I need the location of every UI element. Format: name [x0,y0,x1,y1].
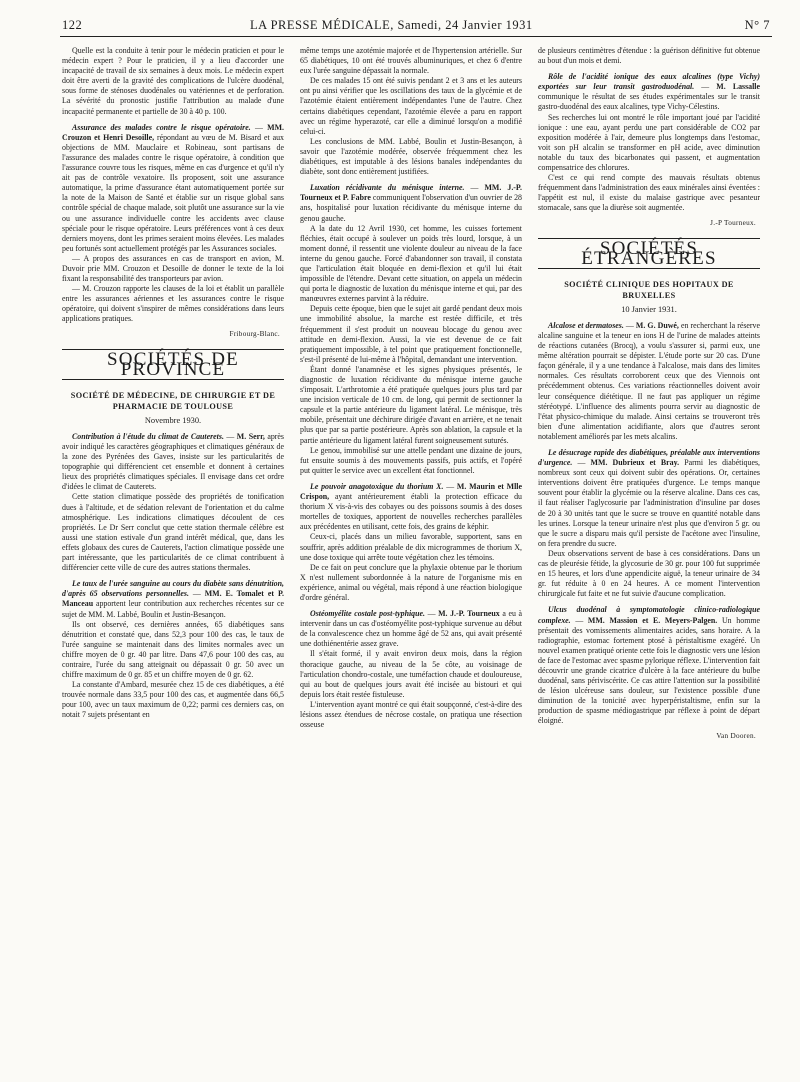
article-text: répondant au vœu de M. Bisard et aux objections de MM. Mauclaire et Robineau, sont partisans de l'assurance des malades contre le risque opératoire, à condition que l'assurance couvre tous les risques, même en cas d'urgence et qu'il n'y ait pas de contrôle vexatoire. Ils proposent, soit une assurance automatique, la prime d'assurance étant automatiquement portée sur la note de la Maison de Santé et établie sur un risque global sans contrôle spécial de chaque malade, soit plutôt une assurance sur la vie ou une assurance individuelle contre les accidents avec clause spéciale pour le risque opératoire. Leurs préférences vont à ces deux derniers moyens, dont les primes seraient moins élevées. Les malades peu fortunés sont actuellement protégés par les Assurances sociales. [62,132,284,253]
article-text: Un homme présentait des vomissements alimentaires acides, sans horaire. A la radiographie, estomac fortement ptosé à péristaltisme exagéré. Un nouvel examen pratiqué oriente cette fois le diagnostic vers une lésion de face de l'estomac avec spasme pylorique réflexe. L'intervention fait découvrir une grande cicatrice d'ulcère à la face antérieure du bulbe duodénal, sans périviscérite. Ce cas attire l'attention sur la possibilité de lésion ulcéreuse sans douleur, sur l'existence possible d'une diminution de la tonicité avec hyperpéristaltisme, enfin sur la production de spasme médiogastrique par réflexe à point de départ éloigné. [538,615,760,726]
article-authors: MM. Dubrieux et Bray. [590,458,680,468]
column-2 [300,46,522,730]
paragraph: Les conclusions de MM. Labbé, Boulin et Justin-Besançon, à savoir que l'azotémie modérée, observée fréquemment chez les diabétiques, est imputable à des lésions banales indépendantes du diabète, sont donc entièrement justifiées. [300,136,522,177]
article-authors: MM. Crouzon et Henri Desoille, [62,122,285,142]
paragraph: De ce fait on peut conclure que la phylaxie obtenue par le thorium X n'est nullement subordonnée à la nature de l'organisme mis en expérience, animal ou végétal, mais répond à une réaction biologique d'ordre général. [300,562,522,602]
society-name: SOCIÉTÉ DE MÉDECINE, DE CHIRURGIE ET DE PHARMACIE DE TOULOUSE [70,390,276,411]
article-title: Le taux de l'urée sanguine au cours du diabète sans dénutrition, d'après 65 observations personnelles. [62,579,284,599]
signature: Van Dooren. [716,731,756,740]
paragraph: — A propos des assurances en cas de transport en avion, M. Duvoir prie MM. Crouzon et Desoille de donner le texte de la loi fixant la responsabilité des transporteurs par avion. [62,253,284,284]
paragraph: — M. Crouzon rapporte les clauses de la loi et établit un parallèle entre les assurances aériennes et les assurances contre le risque opératoire, qui doivent s'inspirer de mêmes considérations dans leurs applications pratiques. [62,284,284,324]
article-text: a eu à intervenir dans un cas d'ostéomyélite post-typhique survenue au début de la convalescence chez un homme âgé de 52 ans, qui avait présenté une dothiénentérie assez grave. [300,609,522,649]
section-title: SOCIÉTÉS DE PROVINCE [62,349,284,380]
article-authors: MM. J.-P. Tourneux et P. Fabre [300,183,522,203]
column-3 [538,46,760,751]
society-name: SOCIÉTÉ CLINIQUE DES HOPITAUX DE BRUXELLES [564,279,734,300]
issue-number: N° 7 [744,18,770,32]
paragraph: A la date du 12 Avril 1930, cet homme, les cuisses fortement fléchies, était occupé à soulever un poids très lourd, lorsque, à un moment donné, il ressentit une violente douleur au niveau de la face interne du genou gauche. Forcé d'abandonner son travail, il constata que l'articulation était bloquée en demi-flexion et qu'il lui était impossible de l'étendre. Devant cette situation, on appela un médecin qui porta le diagnostic de luxation du ménisque interne et qui, par des manœuvres externes parvint à la réduire. [300,223,522,304]
paragraph: Le genou, immobilisé sur une attelle pendant une dizaine de jours, fut ensuite soumis à des mouvements passifs, puis actifs, et l'opéré put quitter le service avec un excellent état fonctionnel. [300,445,522,475]
article-authors: M. Serr, [236,431,265,441]
article-alkaline-waters: Rôle de l'acidité ionique des eaux alcalines (type Vichy) exportées sur leur transit gastroduodénal. — M. Lassalle communique le résultat de ses études expérimentales sur le transit gastro-duodénal des eaux alcalines, type Vichy-Célestins. [538,72,760,112]
article-alkalosis: Alcalose et dermatoses. — M. G. Duwé, en recherchant la réserve alcaline sanguine et la teneur en ions H de l'urine de malades atteints de réactions cutanées (Brocq), a voulu s'assurer si, parmi eux, une même altération pourrait se dépister. L'étude porte sur 20 cas. D'une façon générale, il y a une tendance à l'alcalose, mais dans des limites normales. Ces résultats corroborent ceux que des Viennois ont précédemment obtenus. Ces variations réactionnelles doivent avoir leur conséquence diététique. Il ne faut pas appliquer un régime stéréotypé. L'influence des aliments pourra servir au diagnostic de l'état physico-chimique du malade. Ainsi certains se trouveront très bien d'une alimentation acidifiante, alors que d'autres seront notablement améliorés par les mets alcalins. [538,320,760,441]
page-number: 122 [62,18,83,32]
article-title: Contribution à l'étude du climat de Cauterets. [72,431,224,441]
article-authors: M. Maurin et Mlle Crispon, [300,481,522,502]
paragraph: L'intervention ayant montré ce qui était soupçonné, c'est-à-dire des lésions assez étendues de nécrose costale, on pratiqua une résection osseuse [300,699,522,730]
signature: J.-P Tourneux. [710,218,756,227]
article-text: après avoir indiqué les caractères géographiques et climatiques généraux de la zone des Pyrénées des Gaves, insiste sur les particularités de topographie qui différencient cet ensemble et donnent à certaines lieux des propriétés climatiques spéciales. Il envisage dans cet ordre d'idées le climat de Cauterets. [62,431,285,492]
article-authors: M. Lassalle [716,82,760,92]
paragraph: La constante d'Ambard, mesurée chez 15 de ces diabétiques, a été trouvée normale dans 33,5 pour 100 des cas, et augmentée dans 66,5 pour 100, avec un taux maximum de 0,22; parmi ces derniers cas, on notait 7 sujets présentant en [62,680,284,720]
column-1 [62,46,284,721]
article-title: Le pouvoir anagotoxique du thorium X. [310,481,444,491]
society-date: Novembre 1930. [144,415,202,425]
article-title: Rôle de l'acidité ionique des eaux alcalines (type Vichy) exportées sur leur transit gastroduodénal. [538,72,760,92]
article-text: communique le résultat de ses études expérimentales sur le transit gastro-duodénal des eaux alcalines, type Vichy-Célestins. [538,92,760,112]
paragraph: De ces malades 15 ont été suivis pendant 2 et 3 ans et les auteurs ont pu ainsi vérifier que les oscillations des taux de la glycémie et de l'azotémie étaient entièrement indépendantes l'une de l'autre. Chez certains diabétiques cependant, l'azotémie élevée a paru en rapport avec un régime hyperazoté, car elle a diminué lorsqu'on a modifié celui-ci. [300,76,522,136]
paragraph: Depuis cette époque, bien que le sujet ait gardé pendant deux mois une immobilité absolue, la marche est restée difficile, et très fréquemment il s'est produit un nouveau blocage du genou avec attitude en demi-flexion. Aussi, la vie est devenue de ce fait pratiquement impossible, à tel point que pratiquement fonctionnelle, s'est-il présenté de lui-même à l'hôpital, demandant une intervention. [300,304,522,364]
paragraph: Ils ont observé, ces dernières années, 65 diabétiques sans dénutrition et constaté que, dans 52,3 pour 100 des cas, le taux de l'urée sanguine se maintenait dans des limites normales avec un chiffre moyen de 0 gr. 40 par litre. Dans 47,6 pour 100 des cas, au contraire, l'urée du sang atteignait ou dépassait 0 gr. 50 avec un chiffre maximum de 0 gr. 85 et un chiffre moyen de 0 gr. 62. [62,619,284,680]
article-osteomyelitis: Ostéomyélite costale post-typhique. — M. J.-P. Tourneux a eu à intervenir dans un cas d'ostéomyélite post-typhique survenue au début de la convalescence chez un homme âgé de 52 ans, qui avait présenté une dothiénentérie assez grave. [300,609,522,649]
article-insurance: Assurance des malades contre le risque opératoire. — MM. Crouzon et Henri Desoille, répondant au vœu de M. Bisard et aux objections de MM. Mauclaire et Robineau, sont partisans de l'assurance des malades contre le risque opératoire, à condition que l'assurance couvre tous les risques, même en cas d'urgence et qu'il n'y ait pas de contrôle vexatoire. Ils proposent, soit une assurance automatique, la prime d'assurance étant automatiquement portée sur la note de la Maison de Santé et établie sur un risque global sans contrôle spécial de chaque malade, soit plutôt une assurance sur la vie ou une assurance individuelle contre les accidents avec clause spéciale pour le risque opératoire. Leurs préférences vont à ces deux derniers moyens, dont les primes seraient moins élevées. Les malades peu fortunés sont actuellement protégés par les Assurances sociales. [62,122,285,253]
article-text: communiquent l'observation d'un ouvrier de 28 ans, hospitalisé pour luxation récidivante du ménisque interne du genou gauche. [300,193,523,223]
paragraph: Étant donné l'anamnèse et les signes physiques présentés, le diagnostic de luxation récidivante du ménisque interne gauche s'imposait. L'arthrotomie a été pratiquée quelques jours plus tard par une incision verticale de 10 cm. de long, qui permit de sectionner la capsule et la partie antérieure du ligament latéral. Le ménisque, très mobile, présentait une déchirure dirigée d'avant en arrière, et ne tenait plus que par sa partie postérieure. Après son ablation, la capsule et la partie antérieure du ligament latéral furent soigneusement suturés. [300,364,522,445]
article-title: Ostéomyélite costale post-typhique. [310,609,425,619]
article-meniscus: Luxation récidivante du ménisque interne. — MM. J.-P. Tourneux et P. Fabre communiquent l'observation d'un ouvrier de 28 ans, hospitalisé pour luxation récidivante du ménisque interne du genou gauche. [300,183,523,223]
article-authors: M. J.-P. Tourneux [438,609,500,619]
article-title: Assurance des malades contre le risque opératoire. [72,122,251,132]
article-title: Le désucrage rapide des diabétiques, préalable aux interventions d'urgence. [538,448,760,468]
paragraph: C'est ce qui rend compte des mauvais résultats obtenus fréquemment dans l'administration des eaux minérales ainsi éventées : l'appétit est nul, il existe du malaise gastrique avec pesanteur stomacale, sans que la diurèse soit augmentée. [538,173,760,213]
article-text: en recherchant la réserve alcaline sanguine et la teneur en ions H de l'urine de malades atteints de réactions cutanées (Brocq), a voulu s'assurer si, parmi eux, une même altération pourrait se dépister. L'étude porte sur 20 cas. D'une façon générale, il y a une tendance à l'alcalose, mais dans des limites normales. Ces résultats corroborent ceux que des Viennois ont précédemment obtenus. Ces variations réactionnelles doivent avoir leur conséquence diététique. Il ne faut pas appliquer un régime stéréotypé. L'influence des aliments pourra servir au diagnostic de l'état physico-chimique du malade. Ainsi certains se trouveront très bien d'une alimentation acidifiante, alors que d'autres seront notablement améliorés par les mets alcalins. [538,320,760,441]
paragraph: Il s'était formé, il y avait environ deux mois, dans la région thoracique gauche, au niveau de la 5e côte, au voisinage de l'articulation chondro-costale, une tuméfaction chaude et douloureuse, qui au bout de quelques jours avait été incisée au bistouri et qui depuis lors était restée fistuleuse. [300,649,522,699]
paragraph: même temps une azotémie majorée et de l'hypertension artérielle. Sur 65 diabétiques, 10 ont été trouvés albuminuriques, et chez 6 d'entre eux l'urée sanguine dépassait la normale. [300,46,522,76]
article-authors: M. G. Duwé, [635,320,679,330]
article-text: Parmi les diabétiques, nombreux sont ceux qui doivent subir des opérations. Or, certaines interventions doivent être pratiquées d'urgence. Le temps manque souvent pour établir la glycémie ou la réserve alcaline. Dans ces cas, il faut réaliser l'aglycosurie par l'administration d'insuline par doses de 20 à 30 unités tant que le sucre se trouve en quantité notable dans les urines. Lorsque la teneur urinaire n'est plus que d'environ 5 gr. ou que le sucre a disparu mais qu'il persiste de l'acétone avec l'insuline, on fera prendre du sucre. [538,458,760,548]
article-title: Luxation récidivante du ménisque interne. [310,183,465,193]
article-diabetics: Le désucrage rapide des diabétiques, préalable aux interventions d'urgence. — MM. Dubrieux et Bray. Parmi les diabétiques, nombreux sont ceux qui doivent subir des opérations. Or, certaines interventions doivent être pratiquées d'urgence. Le temps manque souvent pour établir la glycémie ou la réserve alcaline. Dans ces cas, il faut réaliser l'aglycosurie par l'administration d'insuline par doses de 20 à 30 unités tant que le sucre se trouve en quantité notable dans les urines. Lorsque la teneur urinaire n'est plus que d'environ 5 gr. ou que le sucre a disparu mais qu'il persiste de l'acétone avec l'insuline, on fera prendre du sucre. [538,448,760,548]
page-header [60,14,772,37]
paragraph: de plusieurs centimètres d'étendue : la guérison définitive fut obtenue au bout d'un mois et demi. [538,46,760,66]
article-title: Alcalose et dermatoses. [548,320,624,330]
paragraph: Deux observations servent de base à ces considérations. Dans un cas de pleurésie fétide, la glycosurie de 30 gr. pour 100 fut supprimée en 15 heures, et lors d'une appendicite aiguë, la teneur urinaire de 34 gr. fut réduite à 0 en 24 heures. A ce moment l'intervention chirurgicale fut faite et ne fut suivie d'aucune complication. [538,548,760,599]
article-ulcus: Ulcus duodénal à symptomatologie clinico-radiologique complexe. — MM. Massion et E. Meyers-Palgen. Un homme présentait des vomissements alimentaires acides, sans horaire. A la radiographie, estomac fortement ptosé à péristaltisme exagéré. Un nouvel examen pratiqué oriente cette fois le diagnostic vers une lésion de face de l'estomac avec spasme pylorique réflexe. L'intervention fait découvrir une grande cicatrice d'ulcère à la face antérieure du bulbe duodénal, sans périviscérite. Ce cas attire l'attention sur la possibilité de lésion ulcéreuse sans douleur, sur l'existence possible d'une diminution de la tonicité avec hyperpéristaltisme, enfin sur la production de spasme médiogastrique par réflexe à point de départ éloigné. [538,605,760,726]
paragraph: Quelle est la conduite à tenir pour le médecin praticien et pour le médecin expert ? Pour le praticien, il y a lieu d'accorder une incapacité de travail de six semaines à deux mois. Le médecin expert doit être averti de la gravité des complications de l'ulcère duodénal, sous forme de sténoses duodénales ou vatériennes et de perforation. La sévérité du pronostic justifie l'attribution au malade d'une incapacité permanente et partielle de 30 à 40 p. 100. [62,46,284,116]
article-text: apportent leur contribution aux recherches récentes sur ce sujet de MM. M. Labbé, Boulin et Justin-Besançon. [62,599,284,619]
article-urea: Le taux de l'urée sanguine au cours du diabète sans dénutrition, d'après 65 observations personnelles. — MM. E. Tomalet et P. Manceau apportent leur contribution aux recherches récentes sur ce sujet de MM. M. Labbé, Boulin et Justin-Besançon. [62,579,285,619]
paragraph: Cette station climatique possède des propriétés de tonification dues à l'altitude, et de sédation relevant de l'orientation et du calme atmosphérique. Les indications climatiques découlent de ces propriétés. Le Dr Serr conclut que cette station thermale célèbre est aussi une station estivale d'un grand intérêt médical, que, dans les effets globaux des cures de Cauterets, l'action climatique possède une part intéressante, que les particularités de ce climat contribuent à différencier cette ville de cure des autres stations thermales. [62,492,284,573]
section-title: SOCIÉTÉS ÉTRANGÈRES [538,238,760,269]
article-authors: MM. Massion et E. Meyers-Palgen. [587,615,718,625]
signature: Fribourg-Blanc. [229,329,280,338]
article-title: Ulcus duodénal à symptomatologie clinico-radiologique complexe. [538,605,760,625]
journal-title: LA PRESSE MÉDICALE, Samedi, 24 Janvier 1931 [250,18,533,32]
article-text: ayant antérieurement établi la protection efficace du thorium X vis-à-vis des cobayes ou des poissons soumis à des doses mortelles de toxiques, apportent de nouvelles recherches parallèles aux précédentes en utilisant, cette fois, des grains de képhir. [300,492,522,532]
article-thorium: Le pouvoir anagotoxique du thorium X. — M. Maurin et Mlle Crispon, ayant antérieurement établi la protection efficace du thorium X vis-à-vis des cobayes ou des poissons soumis à des doses mortelles de toxiques, apportent de nouvelles recherches parallèles aux précédentes en utilisant, cette fois, des grains de képhir. [300,481,522,532]
paragraph: Ses recherches lui ont montré le rôle important joué par l'acidité ionique : une eau, ayant perdu une part considérable de CO2 par exposition modérée à l'air, demeure plus longtemps dans l'estomac, voit son pH alcalin se transformer en pH acide, avec diminution notable du taux des bicarbonates qui passent, et augmentation compensatrice des chlorures. [538,112,760,173]
article-climate: Contribution à l'étude du climat de Cauterets. — M. Serr, après avoir indiqué les caractères géographiques et climatiques généraux de la zone des Pyrénées des Gaves, insiste sur les particularités de topographie qui différencient cet ensemble et donnent à certaines lieux des propriétés climatiques spéciales. Il envisage dans cet ordre d'idées le climat de Cauterets. [62,431,285,492]
paragraph: Ceux-ci, placés dans un milieu favorable, supportent, sans en souffrir, après addition préalable de dix microgrammes de thorium X, une dose toxique qui arrête toute végétation chez les témoins. [300,532,522,562]
article-authors: MM. E. Tomalet et P. Manceau [62,589,285,609]
society-date: 10 Janvier 1931. [621,304,677,314]
